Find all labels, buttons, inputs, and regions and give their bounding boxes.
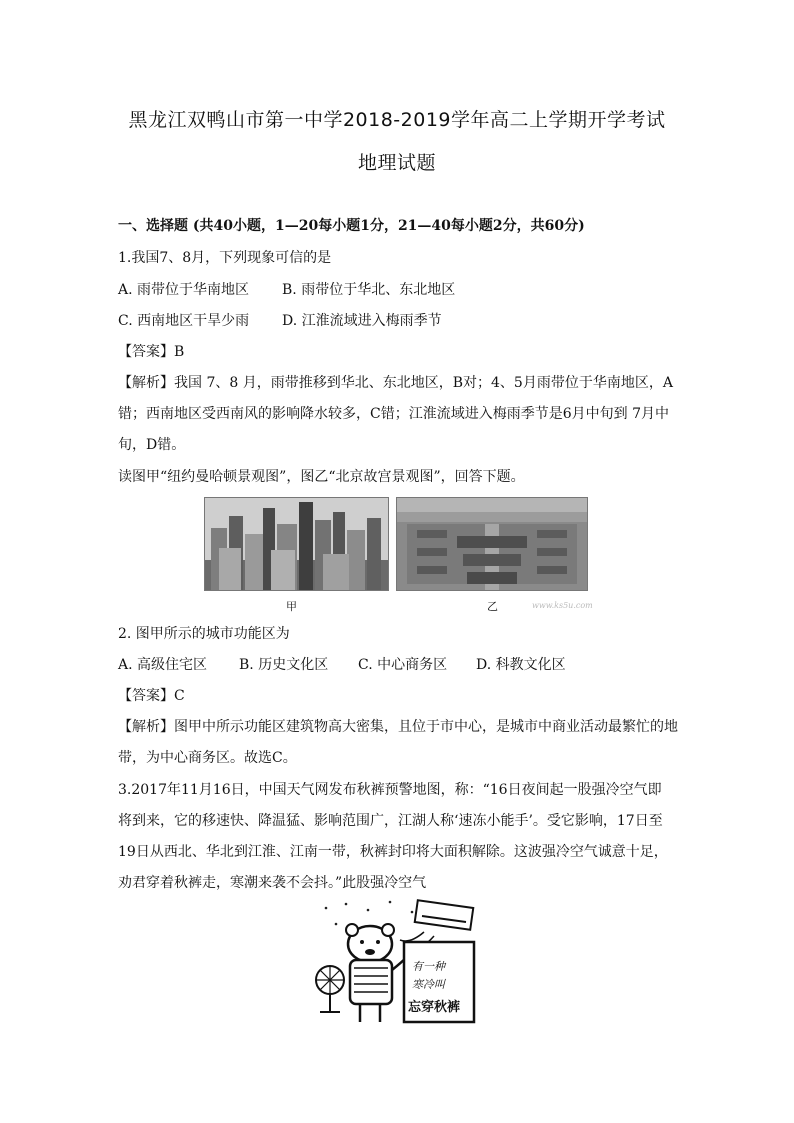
question-1-stem: 1.我国7、8月，下列现象可信的是: [118, 250, 332, 266]
reading-prompt: 读图甲“纽约曼哈顿景观图”，图乙“北京故宫景观图”，回答下题。: [118, 469, 525, 485]
section-heading: 一、选择题 (共40小题，1—20每小题1分，21—40每小题2分，共60分): [118, 218, 585, 234]
cartoon-sign-line: 忘穿秋裤: [408, 1000, 461, 1015]
manhattan-photo: [204, 497, 389, 591]
photo-a-caption: 甲: [286, 600, 297, 613]
watermark: www.ks5u.com: [532, 601, 593, 610]
cartoon-sign-line: 寒冷叫: [412, 978, 445, 991]
question-2-stem: 2. 图甲所示的城市功能区为: [118, 626, 290, 642]
page-subtitle: 地理试题: [357, 152, 436, 174]
forbidden-city-photo: [396, 497, 588, 591]
question-1-answer: 【答案】B: [118, 344, 185, 360]
photo-b-caption: 乙: [487, 600, 498, 613]
option-b: B. 雨带位于华北、东北地区: [282, 282, 456, 298]
question-3-stem-line: 劝君穿着秋裤走，寒潮来袭不会抖。”此股强冷空气: [118, 875, 427, 891]
option-c: C. 中心商务区: [358, 657, 448, 673]
option-b: B. 历史文化区: [239, 657, 329, 673]
cold-bear-cartoon: [312, 898, 482, 1028]
cartoon-sign-line: 有一种: [412, 960, 445, 973]
page-title: 黑龙江双鸭山市第一中学2018-2019学年高二上学期开学考试: [128, 109, 666, 131]
option-c: C. 西南地区干旱少雨: [118, 313, 250, 329]
question-1-analysis-line: 旬，D错。: [118, 437, 186, 453]
question-2-analysis-line: 带，为中心商务区。故选C。: [118, 750, 297, 766]
option-d: D. 江淮流域进入梅雨季节: [282, 313, 442, 329]
question-2-answer: 【答案】C: [118, 688, 185, 704]
question-3-stem-line: 将到来，它的移速快、降温猛、影响范围广，江湖人称‘速冻小能手’。受它影响，17日至: [118, 813, 663, 829]
question-3-stem-line: 3.2017年11月16日，中国天气网发布秋裤预警地图，称：“16日夜间起一股强冷空气即: [118, 782, 662, 798]
question-1-analysis-line: 【解析】我国 7、8 月，雨带推移到华北、东北地区，B对；4、5月雨带位于华南地区，A: [118, 375, 673, 391]
question-1-analysis-line: 错；西南地区受西南风的影响降水较多，C错；江淮流域进入梅雨季节是6月中旬到 7月中: [118, 406, 669, 422]
option-a: A. 高级住宅区: [118, 657, 208, 673]
question-3-stem-line: 19日从西北、华北到江淮、江南一带，秋裤封印将大面积解除。这波强冷空气诚意十足，: [118, 844, 668, 860]
question-2-analysis-line: 【解析】图甲中所示功能区建筑物高大密集，且位于市中心，是城市中商业活动最繁忙的地: [118, 719, 678, 735]
option-a: A. 雨带位于华南地区: [118, 282, 250, 298]
option-d: D. 科教文化区: [476, 657, 566, 673]
